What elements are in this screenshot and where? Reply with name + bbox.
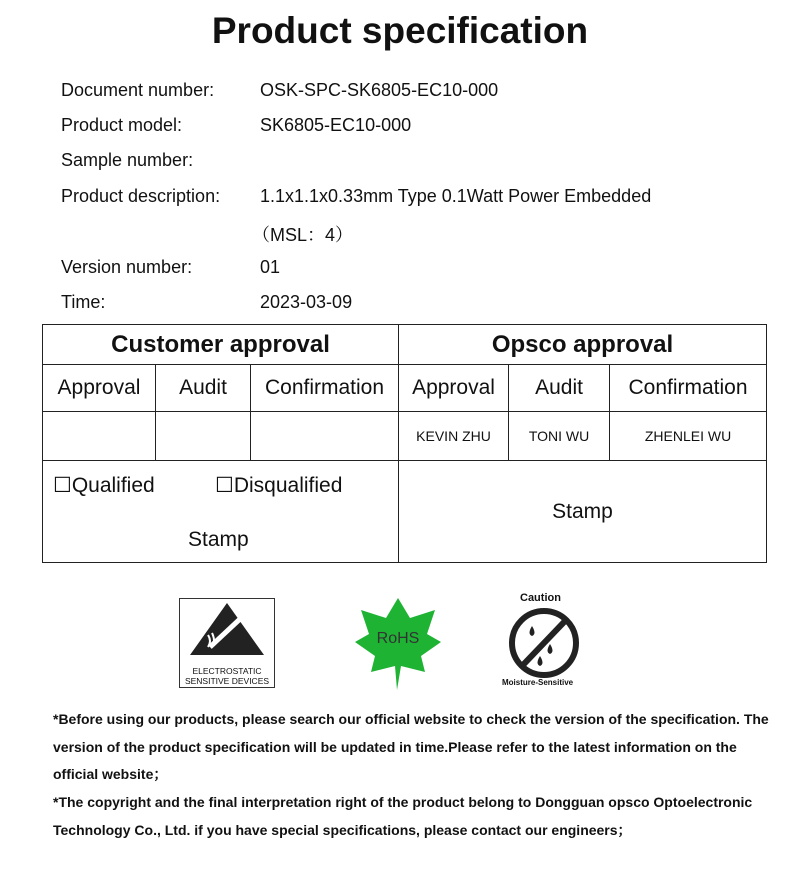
column-header: Confirmation xyxy=(251,365,399,412)
name-cell: ZHENLEI WU xyxy=(610,412,767,461)
rohs-leaf-icon: RoHS xyxy=(355,596,441,690)
column-header: Audit xyxy=(156,365,251,412)
document-number: OSK-SPC-SK6805-EC10-000 xyxy=(260,80,499,100)
name-cell: KEVIN ZHU xyxy=(399,412,509,461)
field-label: Time: xyxy=(61,292,106,312)
note-website: *Before using our products, please search our official website to check the version of the specification. The version of the product specification will be updated in time.Please refer to the latest information on the official website； xyxy=(53,711,769,782)
field-label: Document number: xyxy=(61,80,215,100)
column-header: Approval xyxy=(43,365,156,412)
name-cell xyxy=(43,412,156,461)
customer-stamp-cell xyxy=(43,461,399,563)
approval-table xyxy=(42,324,767,563)
opsco-stamp-label: Stamp xyxy=(552,499,613,523)
msl-level: （MSL：4） xyxy=(252,225,354,245)
opsco-approval-header: Opsco approval xyxy=(399,325,767,365)
name-cell xyxy=(156,412,251,461)
page-title: Product specification xyxy=(211,10,589,51)
field-label: Product model: xyxy=(61,115,183,135)
field-label: Sample number: xyxy=(61,150,194,170)
moisture-sensitive-icon: Caution Moisture-Sensitive xyxy=(498,592,590,692)
product-model: SK6805-EC10-000 xyxy=(260,115,412,135)
column-header: Audit xyxy=(509,365,610,412)
customer-approval-header: Customer approval xyxy=(43,325,399,365)
field-label: Product description: xyxy=(61,186,221,206)
column-header: Confirmation xyxy=(610,365,767,412)
esd-text: ELECTROSTATIC SENSITIVE DEVICES xyxy=(184,666,270,686)
disqualified-checkbox[interactable]: ☐Disqualified xyxy=(215,474,343,497)
field-label: Version number: xyxy=(61,257,193,277)
name-cell xyxy=(251,412,399,461)
esd-warning-icon xyxy=(179,598,275,688)
opsco-stamp-cell xyxy=(399,461,767,563)
time: 2023-03-09 xyxy=(260,292,353,312)
column-header: Approval xyxy=(399,365,509,412)
qualified-checkbox[interactable]: ☐Qualified xyxy=(53,474,155,497)
product-description: 1.1x1.1x0.33mm Type 0.1Watt Power Embedded xyxy=(260,186,652,206)
note-copyright: *The copyright and the final interpretation right of the product belong to Dongguan opsco Optoelectronic Technology Co., Ltd. if you have special specifications, please contact our engineers； xyxy=(53,794,753,838)
version-number: 01 xyxy=(260,257,281,277)
name-cell: TONI WU xyxy=(509,412,610,461)
customer-stamp-label: Stamp xyxy=(188,528,249,551)
